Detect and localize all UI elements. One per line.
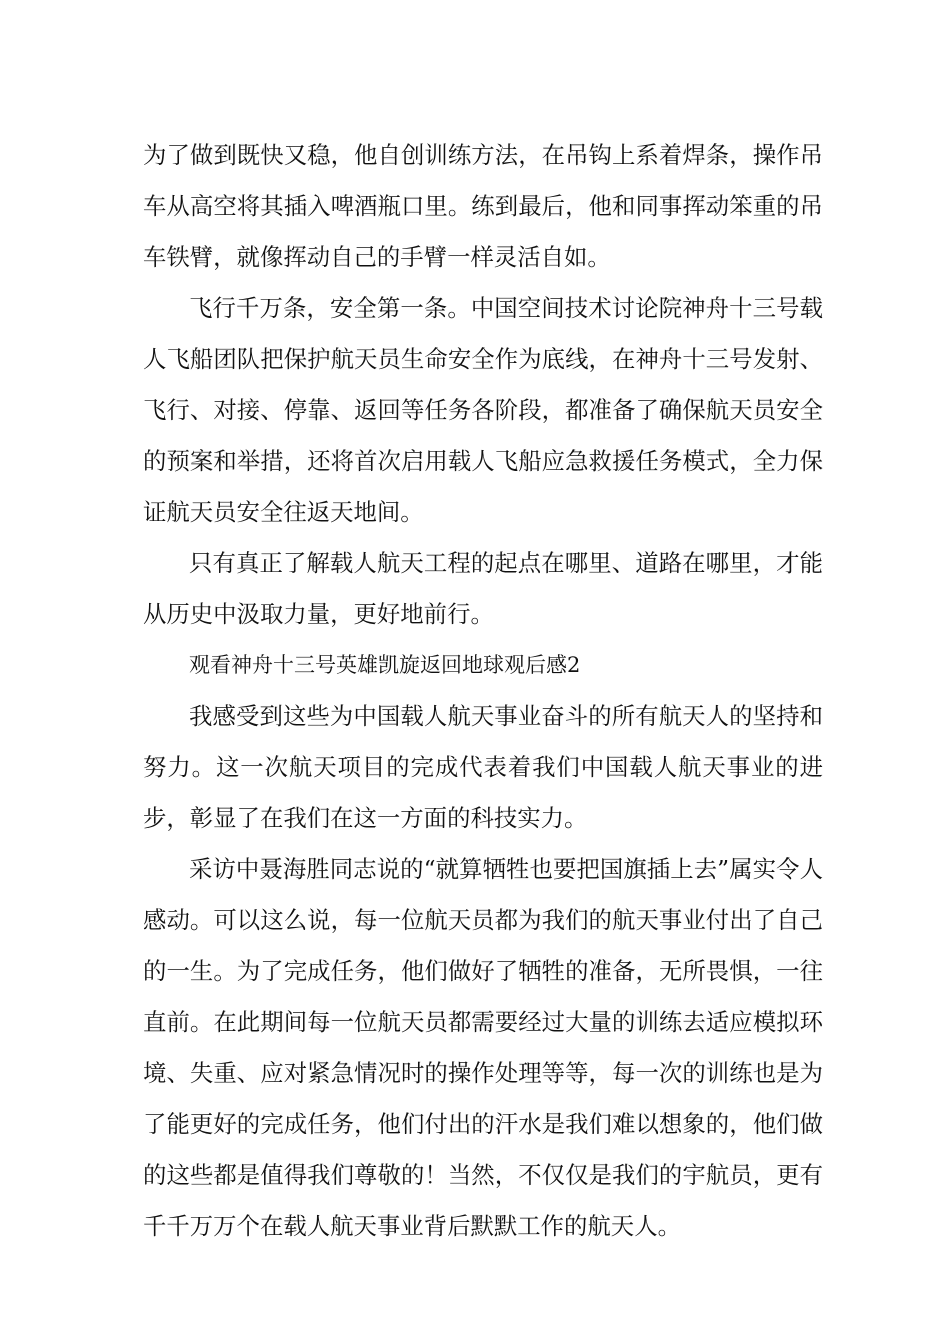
paragraph-safety-first: 飞行千万条，安全第一条。中国空间技术讨论院神舟十三号载人飞船团队把保护航天员生命安全作为底线，在神舟十三号发射、飞行、对接、停靠、返回等任务各阶段，都准备了确保航天员安全的预案和举措，还将首次启用载人飞船应急救援任务模式，全力保证航天员安全往返天地间。: [143, 294, 823, 526]
document-body: [143, 130, 823, 1252]
paragraph-perseverance: 我感受到这些为中国载人航天事业奋斗的所有航天人的坚持和努力。这一次航天项目的完成代表着我们中国载人航天事业的进步，彰显了在我们在这一方面的科技实力。: [143, 702, 823, 832]
paragraph-crane-training: 为了做到既快又稳，他自创训练方法，在吊钩上系着焊条，操作吊车从高空将其插入啤酒瓶口里。练到最后，他和同事挥动笨重的吊车铁臂，就像挥动自己的手臂一样灵活自如。: [143, 141, 823, 271]
section-heading: 观看神舟十三号英雄凯旋返回地球观后感2: [189, 653, 581, 677]
paragraph-history-strength: 只有真正了解载人航天工程的起点在哪里、道路在哪里，才能从历史中汲取力量，更好地前行。: [143, 549, 823, 628]
paragraph-interview-sacrifice: 采访中聂海胜同志说的“就算牺牲也要把国旗插上去”属实令人感动。可以这么说，每一位航天员都为我们的航天事业付出了自己的一生。为了完成任务，他们做好了牺牲的准备，无所畏惧，一往直前。在此期间每一位航天员都需要经过大量的训练去适应模拟环境、失重、应对紧急情况时的操作处理等等，每一次的训练也是为了能更好的完成任务，他们付出的汗水是我们难以想象的，他们做的这些都是值得我们尊敬的！当然，不仅仅是我们的宇航员，更有千千万万个在载人航天事业背后默默工作的航天人。: [143, 855, 823, 1240]
